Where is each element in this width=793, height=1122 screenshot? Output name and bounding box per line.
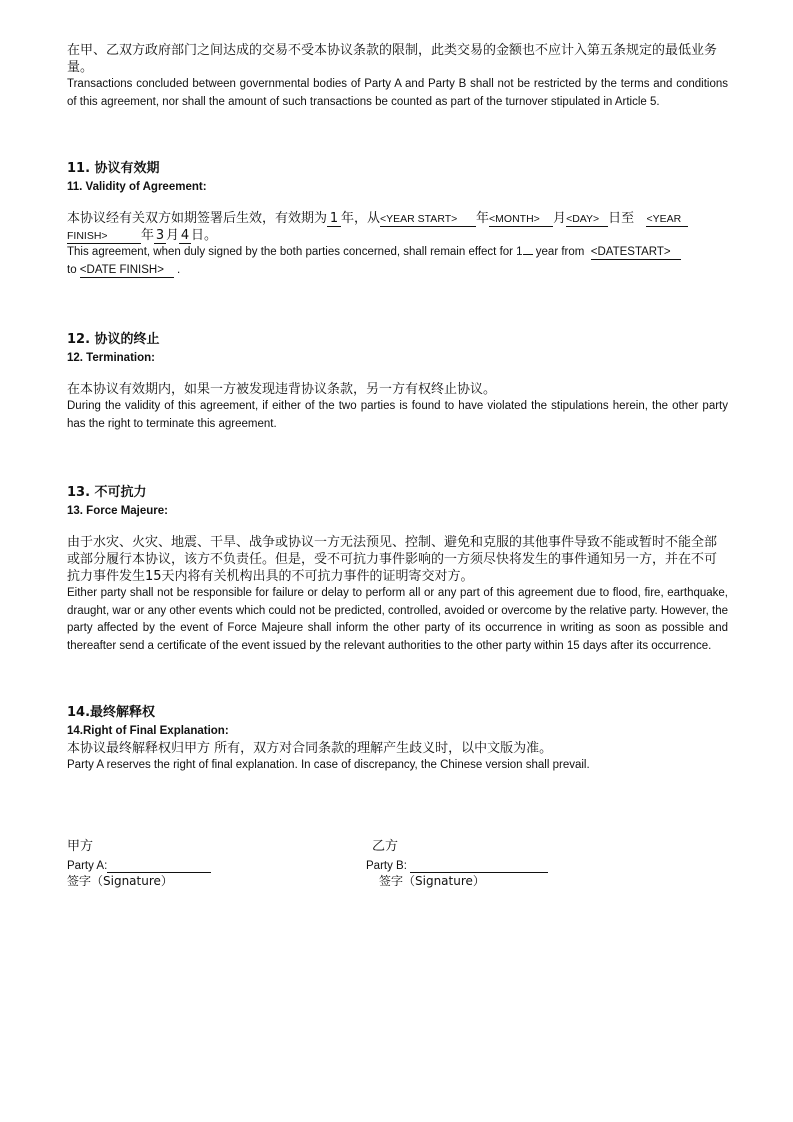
text: 本协议经有关双方如期签署后生效，有效期为 — [67, 211, 328, 226]
section-12 — [67, 331, 728, 433]
section-11-zh — [67, 210, 728, 244]
section-12-heading-zh: 12. 协议的终止 — [67, 332, 160, 347]
text: year from — [535, 246, 585, 258]
section-12-heading-en: 12. Termination: — [67, 352, 155, 364]
text: 年，从 — [341, 211, 381, 226]
intro-en: Transactions concluded between governmental bodies of Party A and Party B shall not be restricted by the terms and conditions of this agreement, nor shall the amount of such transactions be counted as part of the turnover stipulated in Article 5. — [67, 78, 728, 108]
text: 日至 — [608, 211, 635, 226]
section-13-en: Either party shall not be responsible for failure or delay to perform all or any part of this agreement due to flood, fire, earthquake, draught, war or any other events which could not be predicted, controlled, avoided or overcome by the relative party. However, the party affected by the event of Force Majeure shall inform the other party of its occurrence in writing as soon as possible and thereafter send a certificate of the event issued by the relevant authorities to the other party within 15 days after its occurrence. — [67, 587, 728, 652]
party-a-zh: 甲方 — [67, 839, 94, 854]
day-field[interactable]: <DAY> — [566, 212, 608, 227]
year-start-field[interactable]: <YEAR START> — [380, 212, 476, 227]
section-11 — [67, 160, 728, 279]
month-field[interactable]: <MONTH> — [489, 212, 553, 227]
party-a-signature-label: 签字（Signature） — [67, 874, 173, 888]
years-field[interactable]: 1 — [327, 212, 341, 227]
section-13 — [67, 484, 728, 655]
section-14-en: Party A reserves the right of final explanation. In case of discrepancy, the Chinese version shall prevail. — [67, 759, 590, 771]
years-blank[interactable] — [523, 254, 533, 255]
party-b-signature-block — [366, 838, 548, 890]
section-12-zh: 在本协议有效期内，如果一方被发现违背协议条款，另一方有权终止协议。 — [67, 382, 497, 397]
section-14-zh: 本协议最终解释权归甲方 所有，双方对合同条款的理解产生歧义时，以中文版为准。 — [67, 741, 553, 756]
section-13-heading-en: 13. Force Majeure: — [67, 505, 168, 517]
party-b-label: Party B: — [366, 860, 407, 872]
finish-day-field[interactable]: 4 — [180, 228, 190, 243]
intro-clause — [67, 42, 728, 111]
text: 年 — [141, 228, 155, 243]
section-14-heading-en: 14.Right of Final Explanation: — [67, 725, 229, 737]
year-finish-field-a[interactable]: <YEAR — [646, 212, 688, 227]
finish-month-field[interactable]: 3 — [155, 228, 165, 243]
party-a-signature-block — [67, 838, 211, 890]
date-finish-field[interactable]: <DATE FINISH> — [80, 263, 174, 278]
intro-zh: 在甲、乙双方政府部门之间达成的交易不受本协议条款的限制，此类交易的金额也不应计入第五条规定的最低业务量。 — [67, 43, 718, 75]
section-13-zh: 由于水灾、火灾、地震、干旱、战争或协议一方无法预见、控制、避免和克服的其他事件导致不能或暂时不能全部或部分履行本协议，该方不负责任。但是，受不可抗力事件影响的一方须尽快将发生的事件通知另一方，并在不可抗力事件发生15天内将有关机构出具的不可抗力事件的证明寄交对方。 — [67, 535, 718, 584]
section-14-heading-zh: 14.最终解释权 — [67, 705, 156, 720]
text: to — [67, 263, 77, 276]
text: 月 — [553, 211, 567, 226]
section-12-en: During the validity of this agreement, if either of the two parties is found to have violated the stipulations herein, the other party has the right to terminate this agreement. — [67, 400, 728, 430]
section-13-heading-zh: 13. 不可抗力 — [67, 485, 147, 500]
party-b-signature-label: 签字（Signature） — [379, 874, 485, 888]
text: This agreement, when duly signed by the both parties concerned, shall remain effect for 1 — [67, 246, 523, 258]
section-11-en — [67, 244, 728, 279]
text: 日。 — [191, 228, 218, 243]
section-14 — [67, 704, 728, 775]
party-b-zh: 乙方 — [372, 839, 399, 854]
section-11-heading-en: 11. Validity of Agreement: — [67, 181, 207, 193]
date-start-field[interactable]: <DATESTART> — [591, 245, 681, 260]
year-finish-field-b[interactable]: FINISH> — [67, 229, 141, 244]
text: 月 — [166, 228, 180, 243]
section-11-heading-zh: 11. 协议有效期 — [67, 161, 160, 176]
text: 年 — [476, 211, 490, 226]
text: . — [177, 263, 181, 276]
party-a-label: Party A: — [67, 860, 108, 872]
